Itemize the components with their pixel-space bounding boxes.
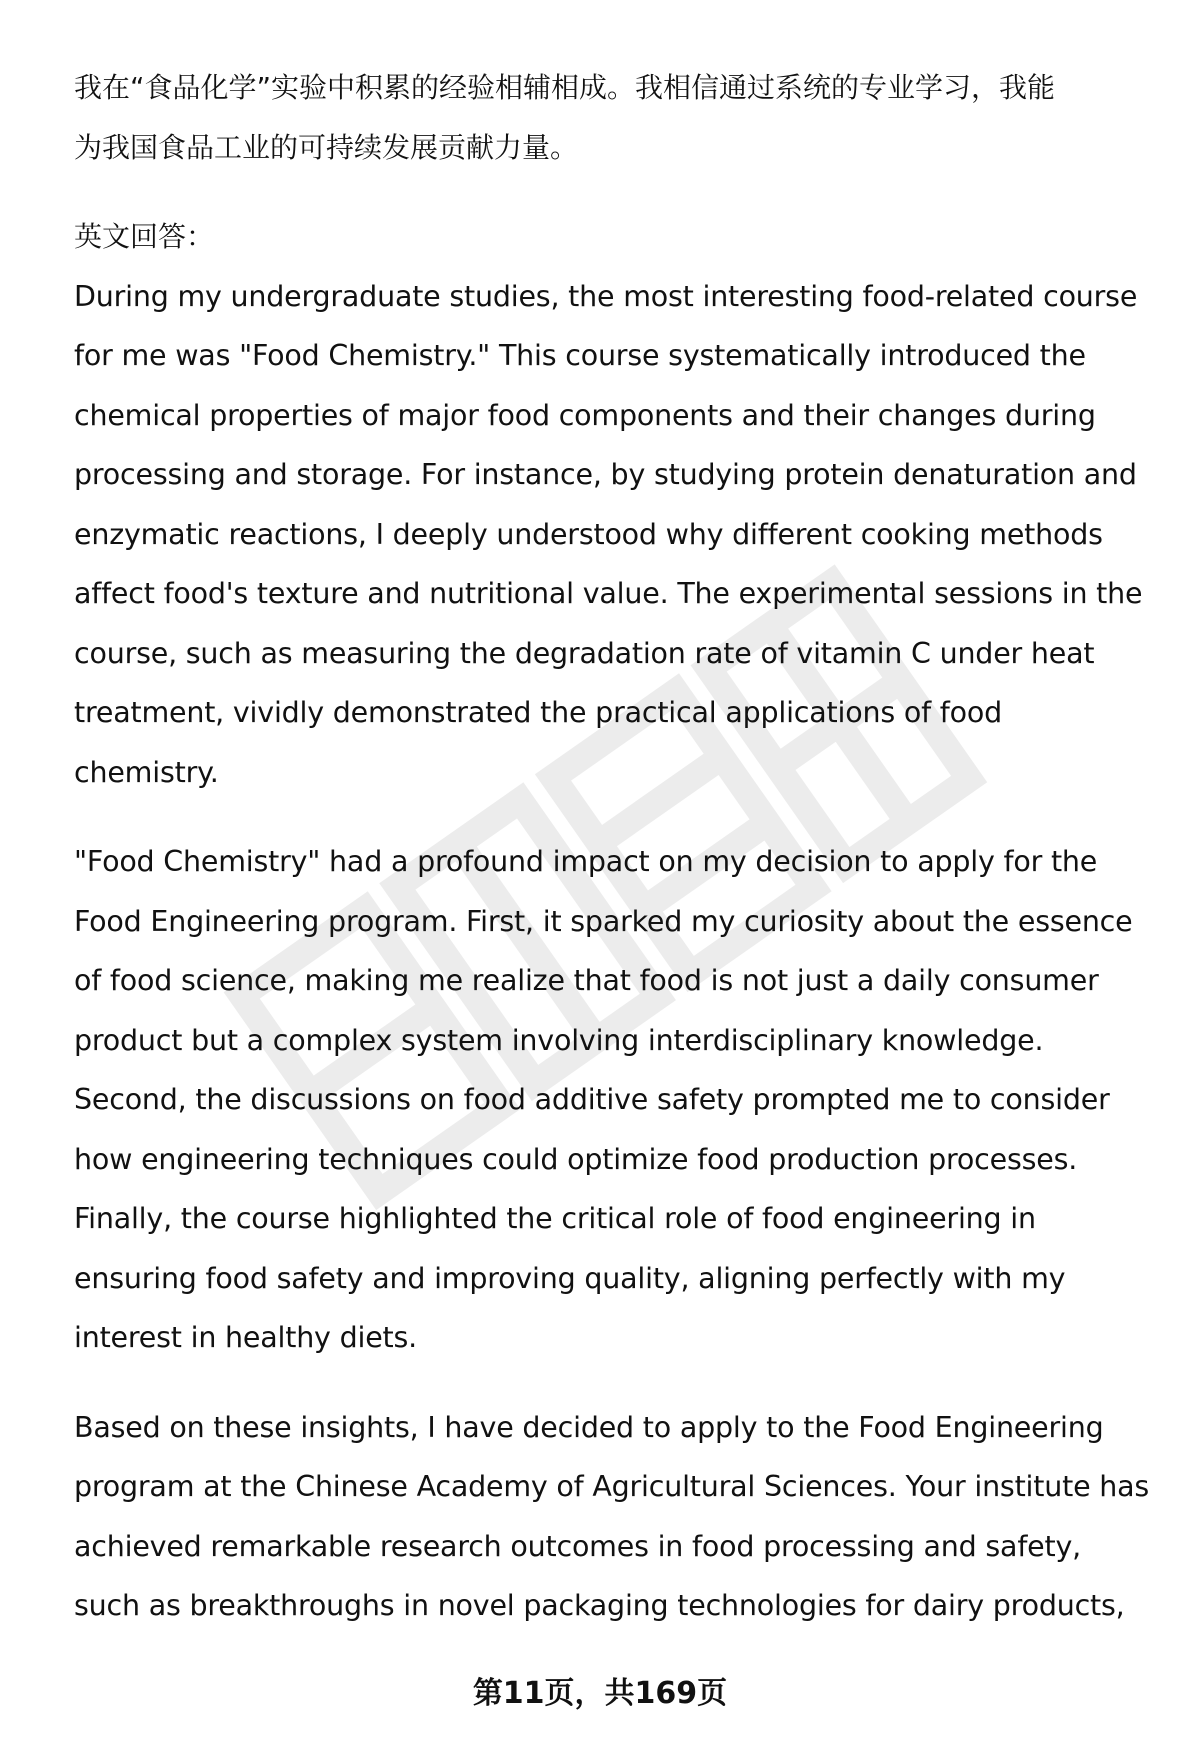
text-line: 我在“食品化学”实验中积累的经验相辅相成。我相信通过系统的专业学习，我能 — [74, 71, 1056, 104]
text-line: Food Engineering program. First, it sparked my curiosity about the essence — [74, 904, 1133, 938]
page-number-footer: 第11页，共169页 — [472, 1676, 728, 1711]
text-line: Finally, the course highlighted the critical role of food engineering in — [74, 1202, 1036, 1235]
text-line: 为我国食品工业的可持续发展贡献力量。 — [74, 130, 579, 164]
text-line: product but a complex system involving interdisciplinary knowledge. — [74, 1023, 1044, 1057]
intro-paragraph-zh — [74, 58, 1164, 177]
text-line: chemical properties of major food components and their changes during — [74, 398, 1096, 432]
text-line: program at the Chinese Academy of Agricultural Sciences. Your institute has — [74, 1470, 1150, 1503]
paragraph-application-decision — [74, 1398, 1164, 1636]
text-line: course, such as measuring the degradation rate of vitamin C under heat — [74, 636, 1095, 670]
text-line: enzymatic reactions, I deeply understood why different cooking methods — [74, 517, 1103, 551]
text-line: interest in healthy diets. — [74, 1321, 418, 1354]
text-line: such as breakthroughs in novel packaging technologies for dairy products, — [74, 1589, 1125, 1622]
text-line: ensuring food safety and improving quality, aligning perfectly with my — [74, 1261, 1066, 1295]
text-line: affect food's texture and nutritional value. The experimental sessions in the — [74, 577, 1143, 610]
english-answer-label: 英文回答： — [74, 220, 215, 253]
text-line: how engineering techniques could optimize food production processes. — [74, 1142, 1078, 1176]
paragraph-impact-on-decision — [74, 832, 1164, 1368]
text-line: processing and storage. For instance, by studying protein denaturation and — [74, 458, 1137, 491]
text-line: During my undergraduate studies, the most interesting food-related course — [74, 279, 1138, 313]
document-body — [74, 58, 1164, 1636]
text-line: Based on these insights, I have decided to apply to the Food Engineering — [74, 1410, 1104, 1444]
paragraph-food-chemistry-course — [74, 267, 1164, 803]
text-line: for me was "Food Chemistry." This course systematically introduced the — [74, 339, 1086, 372]
text-line: "Food Chemistry" had a profound impact on my decision to apply for the — [74, 845, 1098, 878]
text-line: treatment, vividly demonstrated the practical applications of food — [74, 696, 1002, 729]
text-line: Second, the discussions on food additive safety prompted me to consider — [74, 1083, 1110, 1116]
text-line: chemistry. — [74, 755, 219, 789]
text-line: achieved remarkable research outcomes in food processing and safety, — [74, 1529, 1081, 1563]
text-line: of food science, making me realize that food is not just a daily consumer — [74, 964, 1099, 997]
